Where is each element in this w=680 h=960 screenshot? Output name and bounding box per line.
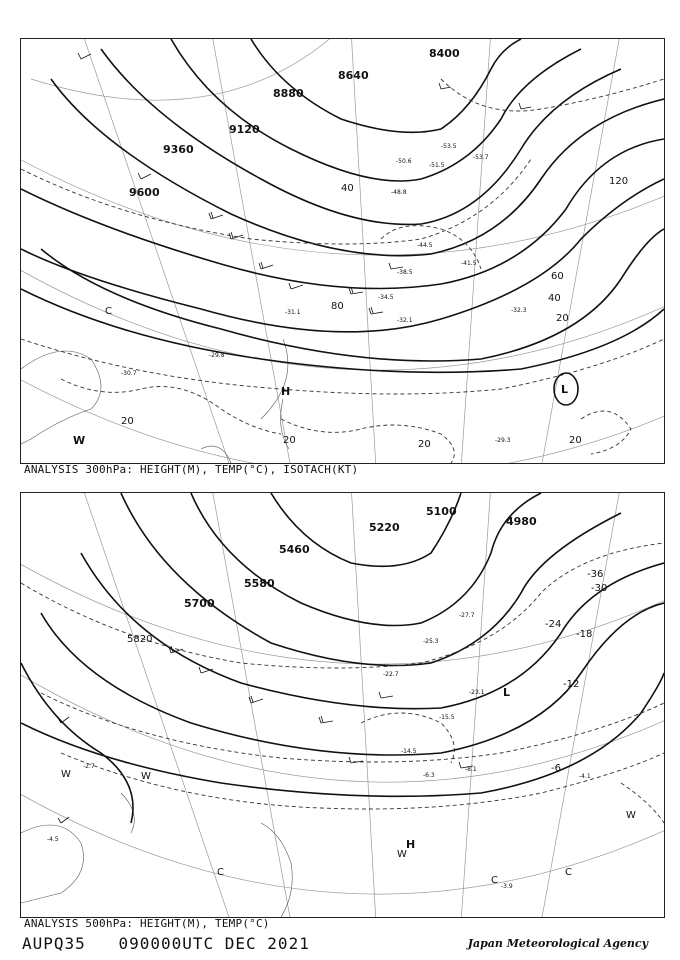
temp-label: -15.5 (439, 714, 455, 721)
isotherm-label: -12 (563, 679, 580, 690)
valid-time: 090000UTC DEC 2021 (118, 934, 310, 953)
temp-label: -4.5 (47, 836, 59, 843)
temp-label: -32.3 (511, 307, 527, 314)
temp-label: -48.8 (391, 189, 407, 196)
height-label: 8400 (429, 47, 460, 60)
high-center: H (281, 385, 291, 398)
height-label: 5220 (369, 521, 400, 534)
height-label: 8640 (338, 69, 369, 82)
temp-label: -34.5 (378, 294, 394, 301)
warm-center: W (397, 849, 407, 860)
warm-center: W (626, 810, 636, 821)
temp-label: -3.9 (501, 883, 513, 890)
temp-label: -44.5 (417, 242, 433, 249)
temp-label: -41.5 (461, 260, 477, 267)
isotach-label: 20 (121, 416, 134, 427)
caption-500hpa: ANALYSIS 500hPa: HEIGHT(M), TEMP(°C) (24, 917, 270, 930)
temp-label: -30.7 (121, 370, 137, 377)
chart-code: AUPQ35 (22, 934, 86, 953)
temp-label: -14.5 (401, 748, 417, 755)
chart-identifier (22, 934, 332, 953)
temp-label: -4.1 (579, 773, 591, 780)
warm-center: W (61, 769, 71, 780)
isotherm-label: -30 (591, 583, 608, 594)
chart-300hpa (20, 38, 665, 464)
isotach-label: 20 (418, 439, 431, 450)
temp-label: -31.1 (285, 309, 301, 316)
temp-label: -8.1 (465, 766, 477, 773)
temp-label: -6.3 (423, 772, 435, 779)
cold-center: C (105, 306, 112, 317)
height-label: 4980 (506, 515, 537, 528)
height-label: 8880 (273, 87, 304, 100)
temp-label: -32.1 (397, 317, 413, 324)
high-center: H (406, 838, 416, 851)
caption-300hpa: ANALYSIS 300hPa: HEIGHT(M), TEMP(°C), ISOTACH(KT) (24, 463, 359, 476)
isotach-label: 40 (341, 183, 354, 194)
low-center: L (561, 383, 569, 396)
temp-label: -53.7 (473, 154, 489, 161)
temp-label: -50.6 (396, 158, 412, 165)
height-label: 5820 (127, 634, 153, 645)
map-500hpa (21, 493, 664, 917)
temp-label: -2.7 (83, 763, 95, 770)
temp-label: -29.8 (209, 352, 225, 359)
low-center: L (503, 686, 511, 699)
height-label: 9360 (163, 143, 194, 156)
temp-label: -27.7 (459, 612, 475, 619)
height-label: 5460 (279, 543, 310, 556)
map-300hpa (21, 39, 664, 463)
isotach-label: 20 (556, 313, 569, 324)
chart-500hpa (20, 492, 665, 918)
temp-label: -25.3 (423, 638, 439, 645)
isotach-label: 40 (548, 293, 561, 304)
isotach-label: 80 (331, 301, 344, 312)
temp-label: -53.5 (441, 143, 457, 150)
cold-center: C (565, 867, 572, 878)
isotach-label: 60 (551, 271, 564, 282)
agency-name: Japan Meteorological Agency (467, 937, 648, 950)
isotherm-label: -36 (587, 569, 604, 580)
isotherm-label: -24 (545, 619, 562, 630)
temp-label: -22.7 (383, 671, 399, 678)
isotach-label: 120 (609, 176, 629, 187)
height-label: 5100 (426, 505, 457, 518)
graticule-500 (21, 493, 664, 917)
height-label: 9120 (229, 123, 260, 136)
temp-label: -23.1 (469, 689, 485, 696)
cold-center: C (491, 875, 498, 886)
isotherm-label: -18 (576, 629, 593, 640)
temp-label: -29.3 (495, 437, 511, 444)
isotherm-label: -6 (551, 763, 561, 774)
temp-label: -38.5 (397, 269, 413, 276)
isotach-label: 20 (569, 435, 582, 446)
height-contours-500 (21, 493, 664, 823)
warm-center: W (141, 771, 151, 782)
temp-label: -51.5 (429, 162, 445, 169)
coastline-500 (21, 793, 292, 917)
isotach-label: 20 (283, 435, 296, 446)
height-label: 9600 (129, 186, 160, 199)
height-label: 5700 (184, 597, 215, 610)
height-label: 5580 (244, 577, 275, 590)
warm-center: W (73, 434, 86, 447)
cold-center: C (217, 867, 224, 878)
wind-barbs-300 (78, 53, 531, 314)
